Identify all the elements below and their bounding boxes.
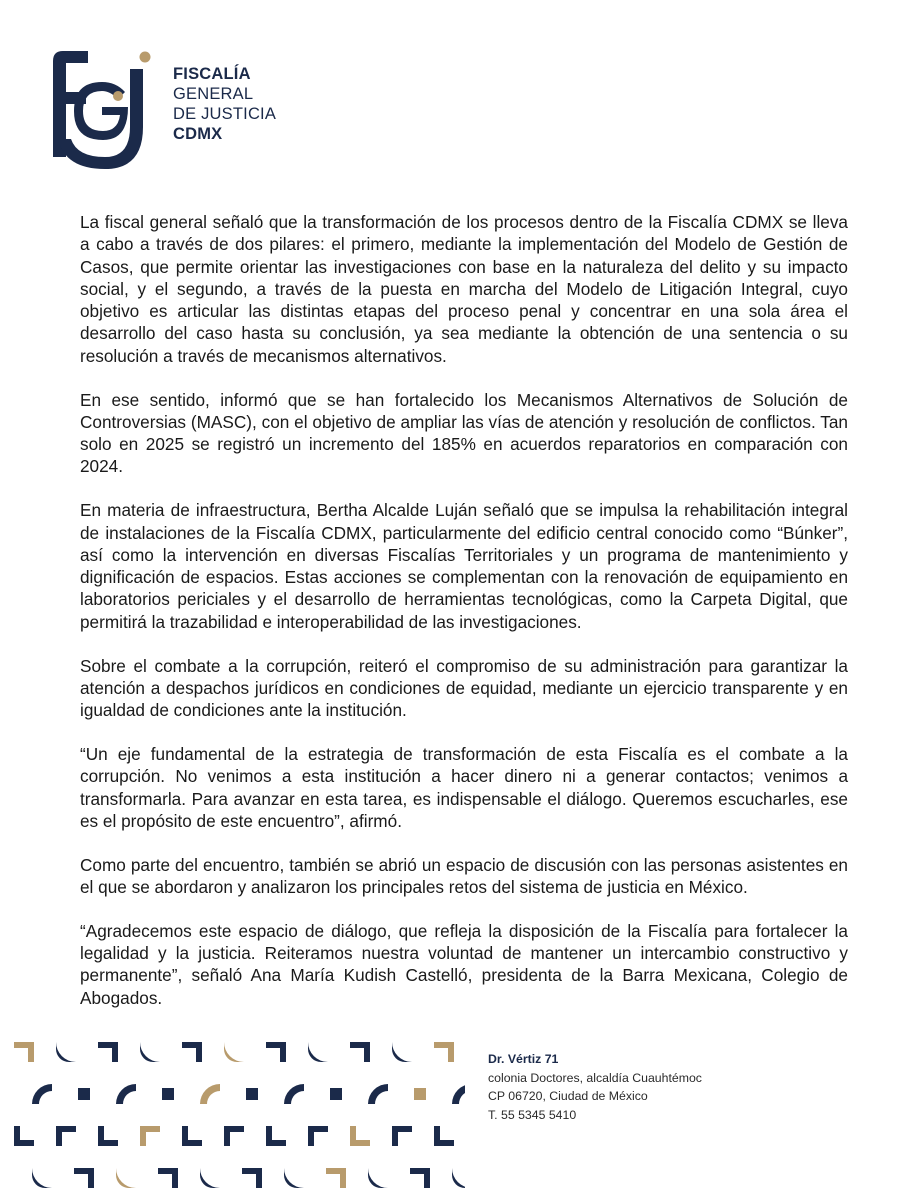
pattern-tile (392, 1042, 412, 1062)
pattern-tile (368, 1168, 388, 1188)
pattern-tile (162, 1088, 174, 1100)
pattern-tile (98, 1126, 118, 1146)
brand-line-3: DE JUSTICIA (173, 105, 277, 123)
pattern-tile (452, 1168, 465, 1188)
pattern-tile (284, 1084, 304, 1104)
paragraph: Como parte del encuentro, también se abrió un espacio de discusión con las personas asistentes en el que se abordaron y analizaron los principales retos del sistema de justicia en México. (80, 854, 848, 897)
pattern-tile (116, 1084, 136, 1104)
address-colonia: colonia Doctores, alcaldía Cuauhtémoc (488, 1070, 702, 1085)
pattern-tile (330, 1088, 342, 1100)
pattern-tile (140, 1126, 160, 1146)
brand-line-1: FISCALÍA (173, 65, 251, 83)
fgj-logo-icon (50, 47, 160, 172)
pattern-tile (200, 1168, 220, 1188)
paragraph: La fiscal general señaló que la transformación de los procesos dentro de la Fiscalía CDMX se lleva a cabo a través de dos pilares: el primero, mediante la implementación del Modelo de Gestión de Casos, que permite orientar las investigaciones con base en la naturaleza del delito y su impacto social, y el segundo, a través de la puesta en marcha del Modelo de Litigación Integral, cuyo objetivo es articular las distintas etapas del proceso penal y concentrar en una sola área el desarrollo del caso hasta su conclusión, ya sea mediante la obtención de una sentencia o su resolución a través de mecanismos alternativos. (80, 212, 848, 366)
pattern-tile (56, 1126, 76, 1146)
pattern-tile (350, 1042, 370, 1062)
pattern-tile (368, 1084, 388, 1104)
pattern-tile (224, 1126, 244, 1146)
pattern-tile (140, 1042, 160, 1062)
paragraph: En ese sentido, informó que se han fortalecido los Mecanismos Alternativos de Solución de Controversias (MASC), con el objetivo de ampliar las vías de atención y resolución de conflictos. Tan solo en 2025 se registró un incremento del 185% en acuerdos reparatorios en comparación con 2024. (80, 389, 848, 477)
pattern-tile (116, 1168, 136, 1188)
pattern-tile (308, 1126, 328, 1146)
pattern-tile (410, 1168, 430, 1188)
pattern-tile (350, 1126, 370, 1146)
pattern-tile (246, 1088, 258, 1100)
brand-line-4: CDMX (173, 125, 223, 143)
press-release-body (80, 211, 848, 1030)
pattern-tile (326, 1168, 346, 1188)
address-postal: CP 06720, Ciudad de México (488, 1089, 648, 1103)
pattern-tile (452, 1084, 465, 1104)
pattern-tile (182, 1126, 202, 1146)
pattern-tile (182, 1042, 202, 1062)
address-phone: T. 55 5345 5410 (488, 1107, 577, 1122)
brand-line-2: GENERAL (173, 85, 254, 103)
pattern-tile (266, 1126, 286, 1146)
paragraph: “Un eje fundamental de la estrategia de transformación de esta Fiscalía es el combate a la corrupción. No venimos a esta institución a hacer dinero ni a generar contactos; venimos a transformarla. Para avanzar en esta tarea, es indispensable el diálogo. Queremos escucharles, ese es el propósito de este encuentro”, afirmó. (80, 743, 848, 831)
pattern-tile (242, 1168, 262, 1188)
footer-address (488, 1050, 702, 1124)
pattern-tile (14, 1042, 34, 1062)
pattern-tile (56, 1042, 76, 1062)
brand-name (173, 64, 276, 144)
decorative-pattern-icon (0, 1032, 465, 1200)
pattern-tile (14, 1126, 34, 1146)
pattern-tile (74, 1168, 94, 1188)
pattern-tile (414, 1088, 426, 1100)
pattern-tile (434, 1042, 454, 1062)
pattern-tile (224, 1042, 244, 1062)
pattern-tile (266, 1042, 286, 1062)
pattern-tile (308, 1042, 328, 1062)
pattern-tile (434, 1126, 454, 1146)
address-street: Dr. Vértiz 71 (488, 1052, 559, 1066)
pattern-tile (32, 1168, 52, 1188)
pattern-tile (32, 1084, 52, 1104)
pattern-tile (200, 1084, 220, 1104)
pattern-tile (78, 1088, 90, 1100)
pattern-tile (392, 1126, 412, 1146)
paragraph: Sobre el combate a la corrupción, reiteró el compromiso de su administración para garantizar la atención a despachos jurídicos en condiciones de equidad, mediante un ejercicio transparente y en igualdad de condiciones ante la institución. (80, 655, 848, 721)
pattern-tile (98, 1042, 118, 1062)
paragraph: En materia de infraestructura, Bertha Alcalde Luján señaló que se impulsa la rehabilitación integral de instalaciones de la Fiscalía CDMX, particularmente del edificio central conocido como “Búnker”, así como la intervención en diversas Fiscalías Territoriales y un programa de mantenimiento y dignificación de espacios. Estas acciones se complementan con la renovación de equipamiento en laboratorios periciales y el desarrollo de herramientas tecnológicas, como la Carpeta Digital, que permitirá la trazabilidad e interoperabilidad de las investigaciones. (80, 500, 848, 632)
pattern-tile (284, 1168, 304, 1188)
paragraph: “Agradecemos este espacio de diálogo, que refleja la disposición de la Fiscalía para fortalecer la legalidad y la justicia. Reiteramos nuestra voluntad de mantener un intercambio constructivo y permanente”, señaló Ana María Kudish Castelló, presidenta de la Barra Mexicana, Colegio de Abogados. (80, 920, 848, 1008)
pattern-tile (158, 1168, 178, 1188)
